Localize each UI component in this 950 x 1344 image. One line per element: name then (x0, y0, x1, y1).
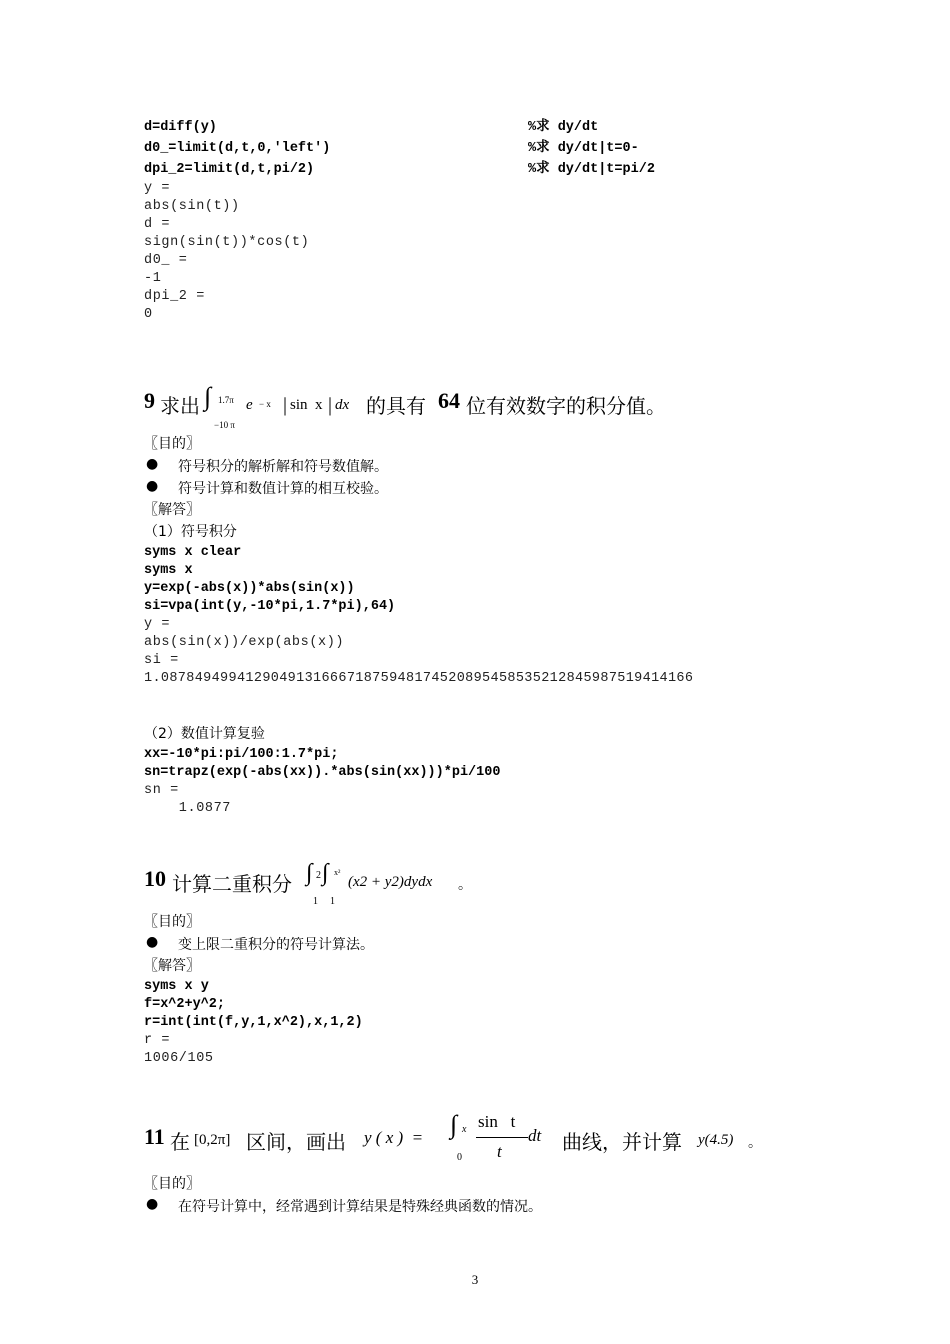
output-line: 1.087849499412904913166671875948174520895458535212845987519414166 (144, 671, 694, 686)
integral-upper-limit: 1.7π (218, 395, 234, 405)
function-lhs: y ( x ) = (364, 1128, 424, 1147)
output-line: 1.0877 (144, 801, 232, 816)
answer-label: 〖解答〗 (144, 502, 200, 518)
heading-text: 求出 (160, 394, 200, 418)
integral-lower-limit: 0 (457, 1152, 462, 1163)
output-line: -1 (144, 271, 162, 286)
heading-punct: 。 (748, 1136, 762, 1151)
heading-punct: 。 (458, 878, 472, 893)
code-line: r=int(int(f,y,1,x^2),x,1,2) (144, 1015, 363, 1030)
bullet-icon: ● (146, 456, 159, 472)
code-line: xx=-10*pi:pi/100:1.7*pi; (144, 747, 339, 762)
heading-text: 在 (170, 1130, 190, 1154)
code-line: syms x (144, 563, 193, 578)
output-line: abs(sin(x))/exp(abs(x)) (144, 635, 345, 650)
output-line: y = (144, 617, 171, 632)
code-line: f=x^2+y^2; (144, 997, 226, 1012)
differential: dx (335, 397, 350, 413)
heading-text: 位有效数字的积分值。 (466, 394, 666, 418)
interval: [0,2π] (194, 1132, 231, 1148)
integrand-exponent: − x (259, 399, 271, 409)
output-line: d = (144, 217, 171, 232)
code-line: d0_=limit(d,t,0,'left') (144, 141, 331, 156)
integral-sign: ∫ (204, 382, 212, 411)
output-line: abs(sin(t)) (144, 199, 240, 214)
bullet-icon: ● (146, 1196, 159, 1212)
heading-text: 计算二重积分 (172, 872, 292, 896)
integrand-body: sin x (290, 397, 323, 413)
part-label: （1）符号积分 (144, 524, 237, 540)
part-label: （2）数值计算复验 (144, 726, 265, 742)
page-number: 3 (471, 1272, 479, 1287)
differential: dt (528, 1126, 542, 1145)
fraction-bar (476, 1137, 528, 1138)
evaluation-point: y(4.5) (698, 1132, 734, 1148)
output-line: r = (144, 1033, 171, 1048)
purpose-item: 变上限二重积分的符号计算法。 (178, 937, 374, 953)
purpose-item: 在符号计算中，经常遇到计算结果是特殊经典函数的情况。 (178, 1199, 542, 1215)
code-line: d=diff(y) (144, 120, 217, 135)
section-number: 10 (144, 866, 166, 891)
answer-label: 〖解答〗 (144, 958, 200, 974)
code-comment: %求 dy/dt (528, 120, 599, 135)
outer-lower-limit: 1 (313, 896, 318, 907)
integrand-e: e (246, 397, 253, 413)
code-line: dpi_2=limit(d,t,pi/2) (144, 162, 315, 177)
purpose-label: 〖目的〗 (144, 1176, 200, 1192)
section-number: 11 (144, 1124, 165, 1149)
outer-upper-limit: 2 (316, 870, 321, 881)
bullet-icon: ● (146, 478, 159, 494)
purpose-item: 符号计算和数值计算的相互校验。 (178, 481, 388, 497)
output-line: si = (144, 653, 179, 668)
output-line: 1006/105 (144, 1051, 214, 1066)
heading-text: 曲线，并计算 (562, 1130, 682, 1154)
purpose-item: 符号积分的解析解和符号数值解。 (178, 459, 388, 475)
code-comment: %求 dy/dt|t=pi/2 (528, 162, 655, 177)
output-line: sn = (144, 783, 179, 798)
integral-lower-limit: −10 π (214, 420, 235, 430)
integral-upper-limit: x (462, 1124, 467, 1135)
fraction-numerator: sin t (478, 1112, 516, 1131)
output-line: y = (144, 181, 171, 196)
purpose-label: 〖目的〗 (144, 436, 200, 452)
heading-text: 的具有 (366, 394, 426, 418)
section-number: 9 (144, 388, 155, 413)
integral-sign: ∫ (306, 860, 313, 886)
code-line: syms x y (144, 979, 209, 994)
output-line: dpi_2 = (144, 289, 205, 304)
integral-sign: ∫ (450, 1110, 458, 1139)
heading-text: 区间，画出 (246, 1130, 346, 1154)
output-line: 0 (144, 307, 153, 322)
code-line: syms x clear (144, 545, 242, 560)
code-line: y=exp(-abs(x))*abs(sin(x)) (144, 581, 355, 596)
abs-bar-right: | (328, 394, 333, 416)
bullet-icon: ● (146, 934, 159, 950)
abs-bar-left: | (283, 394, 288, 416)
integrand: (x2 + y2)dydx (348, 874, 433, 890)
code-line: sn=trapz(exp(-abs(xx)).*abs(sin(xx)))*pi/100 (144, 765, 501, 780)
fraction-denominator: t (497, 1142, 502, 1161)
inner-lower-limit: 1 (330, 896, 335, 907)
inner-upper-limit: x² (334, 868, 341, 877)
output-line: sign(sin(t))*cos(t) (144, 235, 310, 250)
code-comment: %求 dy/dt|t=0- (528, 141, 639, 156)
output-line: d0_ = (144, 253, 188, 268)
integral-sign: ∫ (322, 860, 329, 886)
purpose-label: 〖目的〗 (144, 914, 200, 930)
digits-number: 64 (438, 388, 460, 413)
code-line: si=vpa(int(y,-10*pi,1.7*pi),64) (144, 599, 396, 614)
